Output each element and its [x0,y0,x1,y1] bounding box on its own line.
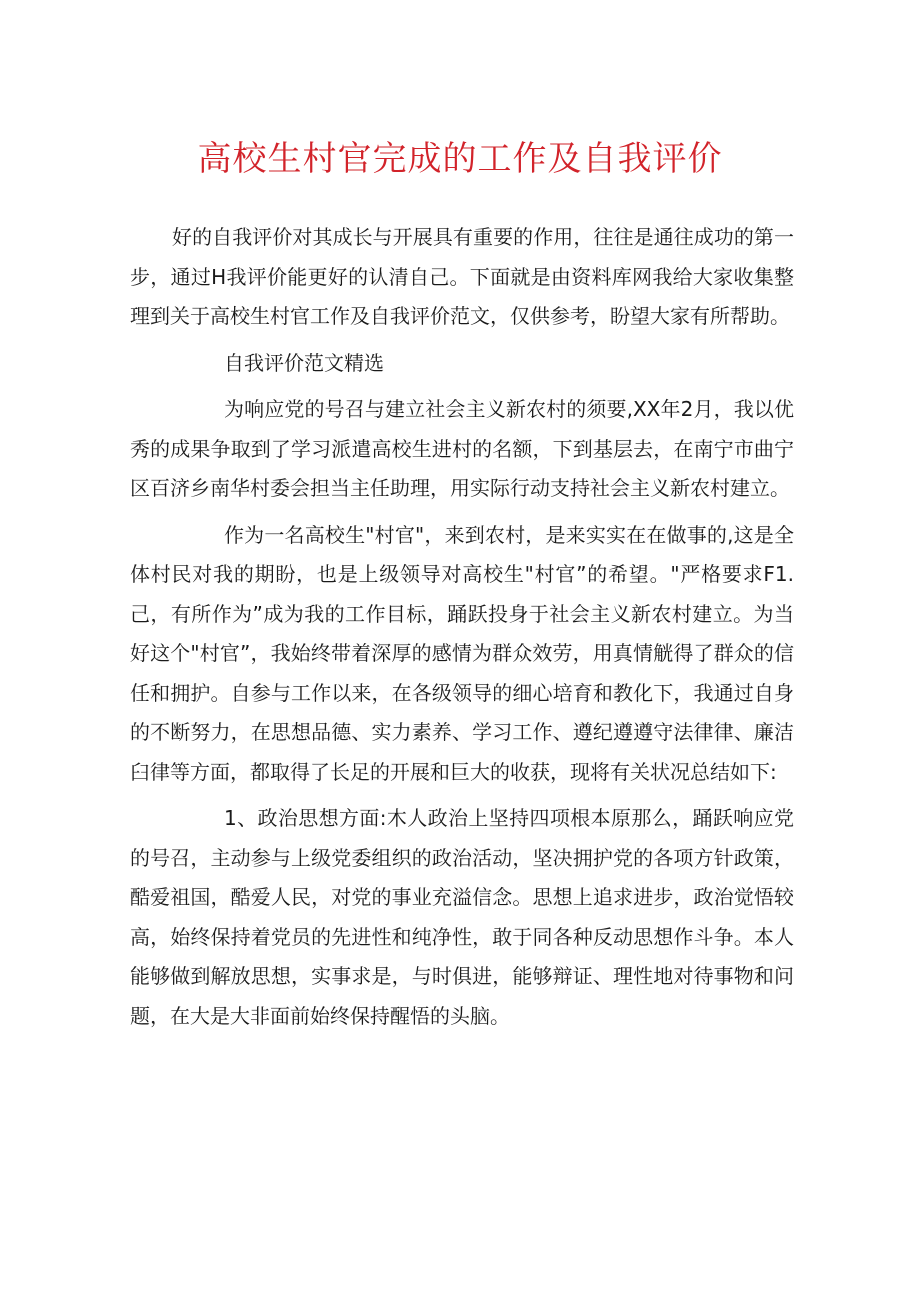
document-title: 高校生村官完成的工作及自我评价 [197,139,723,179]
body-paragraph-3: 1、政治思想方面:木人政治上坚持四项根本原那么，踊跃响应党的号召，主动参与上级党委组织的政治活动，坚决拥护党的各项方针政策，酷爱祖国，酷爱人民，对党的事业充溢信念。思想上追求进步，政治觉悟较高，始终保持着党员的先进性和纯净性，敢于同各种反动思想作斗争。本人能够做到解放思想，实事求是，与时俱进，能够辩证、理性地对待事物和问题，在大是大非面前始终保持醒悟的头脑。 [130,806,794,1028]
document-body [130,218,794,1043]
intro-paragraph: 好的自我评价对其成长与开展具有重要的作用，往往是通往成功的第一步，通过H我评价能更好的认清自己。下面就是由资料库网我给大家收集整理到关于高校生村官工作及自我评价范文，仅供参考，盼望大家有所帮助。 [130,225,794,328]
section-heading: 自我评价范文精选 [224,350,384,375]
body-paragraph-2: 作为一名高校生"村官"，来到农村，是来实实在在做事的,这是全体村民对我的期盼，也是上级领导对高校生"村官”的希望。"严格要求F1.己，有所作为”成为我的工作目标，踊跃投身于社会主义新农村建立。为当好这个"村官”，我始终带着深厚的感情为群众效劳，用真情觥得了群众的信任和拥护。自参与工作以来，在各级领导的细心培育和教化下，我通过自身的不断努力，在思想品德、实力素养、学习工作、遵纪遵遵守法律律、廉洁臼律等方面，都取得了长足的开展和巨大的收获，现将有关状况总结如下: [130,522,794,784]
body-paragraph-1: 为响应党的号召与建立社会主义新农村的须要,XX年2月，我以优秀的成果争取到了学习派遣高校生进村的名额，下到基层去，在南宁市曲宁区百济乡南华村委会担当主任助理，用实际行动支持社会主义新农村建立。 [130,397,794,500]
